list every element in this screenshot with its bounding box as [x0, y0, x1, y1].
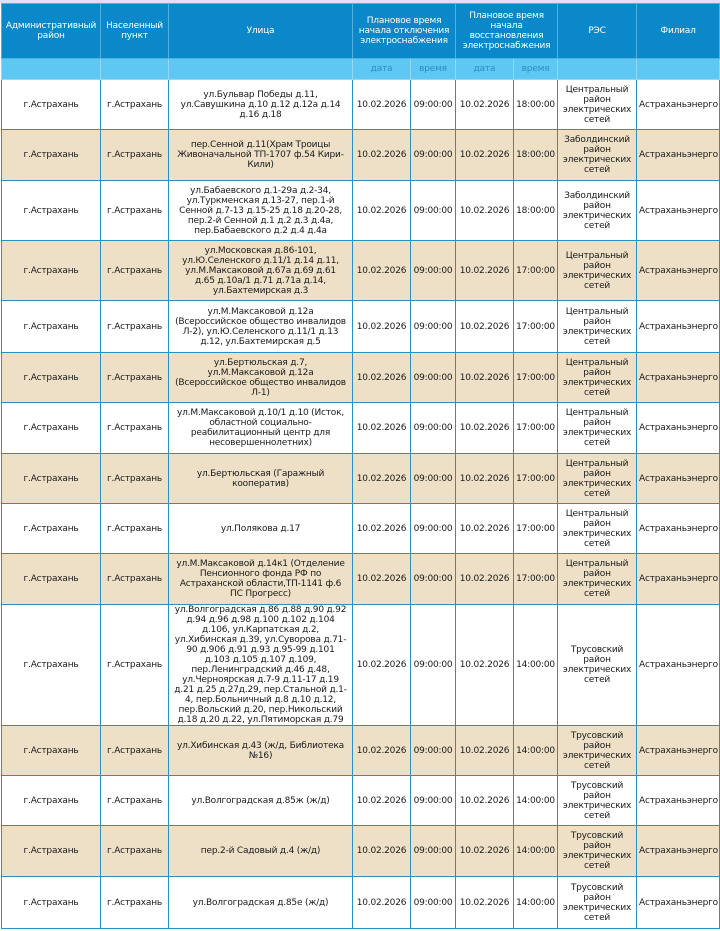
cell-off-date: 10.02.2026: [353, 130, 411, 181]
cell-branch: Астраханьэнерго: [637, 130, 720, 181]
cell-on-time: 17:00:00: [514, 554, 558, 605]
cell-off-time: 09:00:00: [411, 130, 456, 181]
table-row: [2, 826, 720, 877]
cell-on-date: 10.02.2026: [456, 403, 514, 454]
cell-off-time: 09:00:00: [411, 605, 456, 726]
cell-off-time: 09:00:00: [411, 301, 456, 353]
cell-off-date: 10.02.2026: [353, 554, 411, 605]
cell-on-time: 17:00:00: [514, 353, 558, 403]
cell-locality: г.Астрахань: [101, 454, 169, 504]
table-row: [2, 877, 720, 929]
cell-street: ул.Волгоградская д.86 д.88 д.90 д.92 д.94 д.96 д.98 д.100 д.102 д.104 д.106, ул.Карпатская д.2, ул.Хибинская д.39, ул.Суворова д.71-90 д.906 д.91 д.93 д.95-99 д.101 д.103 д.105 д.107 д.109, пер.Ленинградский д.46 д.48, ул.Черноярская д.7-9 д.11-17 д.19 д.21 д.25 д.27д.29, пер.Стальной д.1-4, пер.Больничный д.8 д.10 д.12, пер.Вольский д.20, пер.Никольский д.18 д.20 д.22, ул.Пятиморская д.79: [169, 605, 353, 726]
cell-street: пер.Сенной д.11(Храм Троицы Живоначальной ТП-1707 ф.54 Кири-Кили): [169, 130, 353, 181]
cell-res: Центральный район электрических сетей: [558, 403, 637, 454]
subheader-on-time: время: [514, 59, 558, 80]
cell-off-time: 09:00:00: [411, 504, 456, 554]
cell-street: ул.Бабаевского д.1-29а д.2-34, ул.Туркменская д.13-27, пер.1-й Сенной д.7-13 д.15-25 д.18 д.20-28, пер.2-й Сенной д.1 д.2 д.3 д.4а, пер.Бабаевского д.2 д.4 д.4а: [169, 181, 353, 241]
cell-on-time: 18:00:00: [514, 80, 558, 130]
cell-admin-district: г.Астрахань: [2, 826, 101, 877]
cell-locality: г.Астрахань: [101, 241, 169, 301]
header-admin-district: Административный район: [2, 4, 101, 59]
table-row: [2, 726, 720, 776]
subheader-off-date: дата: [353, 59, 411, 80]
cell-admin-district: г.Астрахань: [2, 776, 101, 826]
table-row: [2, 554, 720, 605]
subheader-empty: [558, 59, 637, 80]
cell-locality: г.Астрахань: [101, 826, 169, 877]
cell-street: ул.Волгоградская д.85е (ж/д): [169, 877, 353, 929]
cell-res: Трусовский район электрических сетей: [558, 605, 637, 726]
cell-branch: Астраханьэнерго: [637, 403, 720, 454]
cell-on-date: 10.02.2026: [456, 80, 514, 130]
cell-off-time: 09:00:00: [411, 726, 456, 776]
cell-admin-district: г.Астрахань: [2, 605, 101, 726]
cell-branch: Астраханьэнерго: [637, 353, 720, 403]
cell-street: ул.Полякова д.17: [169, 504, 353, 554]
cell-off-date: 10.02.2026: [353, 605, 411, 726]
cell-on-time: 14:00:00: [514, 726, 558, 776]
cell-street: ул.Бертюльская (Гаражный кооператив): [169, 454, 353, 504]
header-res: РЭС: [558, 4, 637, 59]
cell-off-time: 09:00:00: [411, 403, 456, 454]
cell-off-date: 10.02.2026: [353, 241, 411, 301]
subheader-empty: [169, 59, 353, 80]
cell-locality: г.Астрахань: [101, 403, 169, 454]
cell-on-date: 10.02.2026: [456, 504, 514, 554]
cell-street: ул.М.Максаковой д.12а (Всероссийское общество инвалидов Л-2), ул.Ю.Селенского д.11/1 д.13 д.12, ул.Бахтемирская д.5: [169, 301, 353, 353]
cell-admin-district: г.Астрахань: [2, 130, 101, 181]
cell-off-time: 09:00:00: [411, 776, 456, 826]
table-row: [2, 301, 720, 353]
table-row: [2, 403, 720, 454]
cell-admin-district: г.Астрахань: [2, 454, 101, 504]
cell-on-date: 10.02.2026: [456, 776, 514, 826]
subheader-row: [2, 59, 720, 80]
cell-off-date: 10.02.2026: [353, 504, 411, 554]
cell-street: ул.Бертюльская д.7, ул.М.Максаковой д.12а (Всероссийское общество инвалидов Л-1): [169, 353, 353, 403]
cell-street: ул.Московская д.86-101, ул.Ю.Селенского д.11/1 д.14 д.11, ул.М.Максаковой д.67а д.69 д.61 д.65 д.10а/1 д.71 д.71а д.14, ул.Бахтемирская д.3: [169, 241, 353, 301]
cell-off-time: 09:00:00: [411, 80, 456, 130]
cell-admin-district: г.Астрахань: [2, 353, 101, 403]
cell-branch: Астраханьэнерго: [637, 776, 720, 826]
cell-off-date: 10.02.2026: [353, 80, 411, 130]
cell-street: ул.М.Максаковой д.14к1 (Отделение Пенсионного фонда РФ по Астраханской области,ТП-1141 ф.6 ПС Прогресс): [169, 554, 353, 605]
cell-off-time: 09:00:00: [411, 554, 456, 605]
cell-branch: Астраханьэнерго: [637, 181, 720, 241]
cell-locality: г.Астрахань: [101, 605, 169, 726]
cell-off-date: 10.02.2026: [353, 826, 411, 877]
cell-off-date: 10.02.2026: [353, 877, 411, 929]
cell-admin-district: г.Астрахань: [2, 554, 101, 605]
cell-res: Центральный район электрических сетей: [558, 241, 637, 301]
cell-on-time: 17:00:00: [514, 241, 558, 301]
cell-branch: Астраханьэнерго: [637, 605, 720, 726]
cell-on-date: 10.02.2026: [456, 130, 514, 181]
cell-on-time: 14:00:00: [514, 826, 558, 877]
cell-locality: г.Астрахань: [101, 877, 169, 929]
cell-admin-district: г.Астрахань: [2, 80, 101, 130]
cell-branch: Астраханьэнерго: [637, 877, 720, 929]
table-row: [2, 80, 720, 130]
cell-branch: Астраханьэнерго: [637, 241, 720, 301]
cell-off-time: 09:00:00: [411, 241, 456, 301]
cell-on-time: 14:00:00: [514, 605, 558, 726]
cell-on-date: 10.02.2026: [456, 605, 514, 726]
cell-off-time: 09:00:00: [411, 877, 456, 929]
cell-res: Трусовский район электрических сетей: [558, 877, 637, 929]
cell-on-date: 10.02.2026: [456, 301, 514, 353]
cell-off-date: 10.02.2026: [353, 181, 411, 241]
cell-locality: г.Астрахань: [101, 554, 169, 605]
cell-res: Заболдинский район электрических сетей: [558, 130, 637, 181]
cell-locality: г.Астрахань: [101, 776, 169, 826]
cell-off-date: 10.02.2026: [353, 353, 411, 403]
table-row: [2, 181, 720, 241]
cell-on-time: 17:00:00: [514, 301, 558, 353]
cell-on-time: 14:00:00: [514, 877, 558, 929]
header-restore-start: Плановое время начала восстановления электроснабжения: [456, 4, 558, 59]
cell-branch: Астраханьэнерго: [637, 554, 720, 605]
cell-locality: г.Астрахань: [101, 130, 169, 181]
cell-locality: г.Астрахань: [101, 353, 169, 403]
cell-on-date: 10.02.2026: [456, 726, 514, 776]
cell-admin-district: г.Астрахань: [2, 301, 101, 353]
cell-branch: Астраханьэнерго: [637, 301, 720, 353]
header-street: Улица: [169, 4, 353, 59]
cell-res: Заболдинский район электрических сетей: [558, 181, 637, 241]
table-row: [2, 776, 720, 826]
outage-schedule-table: [1, 3, 720, 929]
cell-res: Центральный район электрических сетей: [558, 80, 637, 130]
cell-on-time: 14:00:00: [514, 776, 558, 826]
cell-on-time: 17:00:00: [514, 504, 558, 554]
cell-branch: Астраханьэнерго: [637, 504, 720, 554]
cell-res: Трусовский район электрических сетей: [558, 776, 637, 826]
cell-on-time: 17:00:00: [514, 403, 558, 454]
cell-off-date: 10.02.2026: [353, 454, 411, 504]
table-row: [2, 353, 720, 403]
cell-on-date: 10.02.2026: [456, 826, 514, 877]
cell-off-time: 09:00:00: [411, 454, 456, 504]
cell-locality: г.Астрахань: [101, 181, 169, 241]
cell-admin-district: г.Астрахань: [2, 403, 101, 454]
table-row: [2, 130, 720, 181]
cell-branch: Астраханьэнерго: [637, 826, 720, 877]
cell-res: Трусовский район электрических сетей: [558, 726, 637, 776]
cell-res: Центральный район электрических сетей: [558, 353, 637, 403]
cell-street: ул.Бульвар Победы д.11, ул.Савушкина д.10 д.12 д.12а д.14 д.16 д.18: [169, 80, 353, 130]
cell-res: Центральный район электрических сетей: [558, 301, 637, 353]
cell-street: ул.Хибинская д.43 (ж/д, Библиотека №16): [169, 726, 353, 776]
cell-admin-district: г.Астрахань: [2, 504, 101, 554]
cell-res: Трусовский район электрических сетей: [558, 826, 637, 877]
cell-admin-district: г.Астрахань: [2, 877, 101, 929]
cell-on-date: 10.02.2026: [456, 554, 514, 605]
cell-off-time: 09:00:00: [411, 181, 456, 241]
subheader-off-time: время: [411, 59, 456, 80]
table-row: [2, 605, 720, 726]
cell-off-time: 09:00:00: [411, 353, 456, 403]
subheader-empty: [2, 59, 101, 80]
header-branch: Филиал: [637, 4, 720, 59]
cell-admin-district: г.Астрахань: [2, 181, 101, 241]
cell-locality: г.Астрахань: [101, 726, 169, 776]
cell-on-time: 17:00:00: [514, 454, 558, 504]
header-row: [2, 4, 720, 59]
table-body: [2, 80, 720, 929]
cell-street: пер.2-й Садовый д.4 (ж/д): [169, 826, 353, 877]
cell-on-date: 10.02.2026: [456, 454, 514, 504]
table-row: [2, 504, 720, 554]
cell-on-date: 10.02.2026: [456, 181, 514, 241]
cell-street: ул.М.Максаковой д.10/1 д.10 (Исток, областной социально-реабилитационный центр для несовершеннолетних): [169, 403, 353, 454]
cell-branch: Астраханьэнерго: [637, 726, 720, 776]
cell-res: Центральный район электрических сетей: [558, 554, 637, 605]
cell-res: Центральный район электрических сетей: [558, 454, 637, 504]
cell-off-time: 09:00:00: [411, 826, 456, 877]
cell-locality: г.Астрахань: [101, 80, 169, 130]
cell-off-date: 10.02.2026: [353, 403, 411, 454]
cell-on-date: 10.02.2026: [456, 241, 514, 301]
cell-off-date: 10.02.2026: [353, 301, 411, 353]
cell-street: ул.Волгоградская д.85ж (ж/д): [169, 776, 353, 826]
cell-on-time: 18:00:00: [514, 181, 558, 241]
cell-off-date: 10.02.2026: [353, 726, 411, 776]
subheader-on-date: дата: [456, 59, 514, 80]
cell-branch: Астраханьэнерго: [637, 80, 720, 130]
subheader-empty: [637, 59, 720, 80]
cell-locality: г.Астрахань: [101, 301, 169, 353]
header-locality: Населенный пункт: [101, 4, 169, 59]
cell-locality: г.Астрахань: [101, 504, 169, 554]
table-row: [2, 241, 720, 301]
table-row: [2, 454, 720, 504]
cell-admin-district: г.Астрахань: [2, 726, 101, 776]
cell-on-date: 10.02.2026: [456, 353, 514, 403]
cell-branch: Астраханьэнерго: [637, 454, 720, 504]
cell-res: Центральный район электрических сетей: [558, 504, 637, 554]
cell-on-date: 10.02.2026: [456, 877, 514, 929]
header-outage-start: Плановое время начала отключения электроснабжения: [353, 4, 456, 59]
cell-off-date: 10.02.2026: [353, 776, 411, 826]
cell-admin-district: г.Астрахань: [2, 241, 101, 301]
subheader-empty: [101, 59, 169, 80]
cell-on-time: 18:00:00: [514, 130, 558, 181]
